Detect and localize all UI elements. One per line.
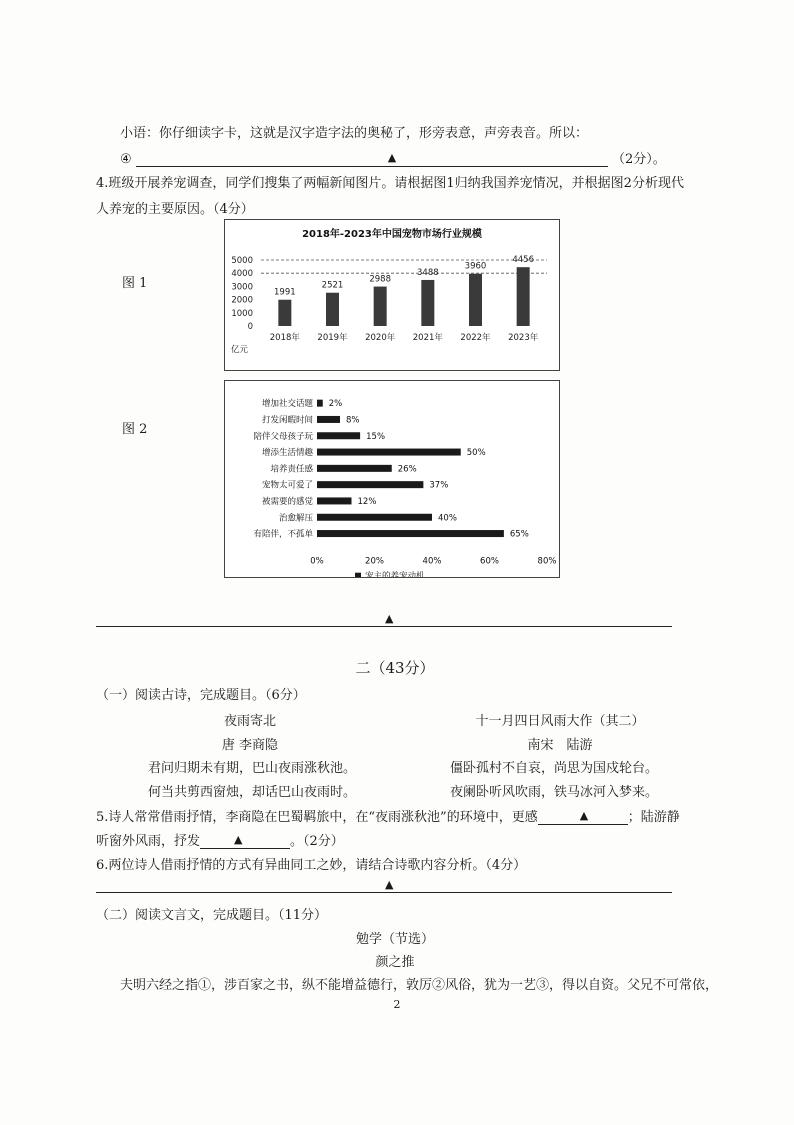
category-label: 陪伴父母孩子玩 — [253, 431, 313, 442]
value-label: 8% — [346, 415, 360, 426]
section2-heading: 二（43分） — [355, 659, 435, 677]
bar-治愈解压 — [317, 514, 432, 521]
y-tick-label: 3000 — [231, 282, 253, 293]
value-label: 26% — [397, 464, 417, 475]
poem2-line2: 夜阑卧听风吹雨，铁马冰河入梦来。 — [450, 785, 659, 800]
x-tick-label: 2023年 — [508, 333, 539, 343]
category-label: 增添生活情趣 — [261, 448, 313, 459]
q5-marker-1: ▲ — [579, 809, 589, 822]
bar-2018年 — [278, 300, 291, 326]
poem1-line1: 君问归期未有期，巴山夜雨涨秋池。 — [148, 761, 357, 776]
x-tick-label: 2020年 — [365, 333, 396, 343]
figure2-svg — [225, 381, 559, 577]
part1-heading: （一）阅读古诗，完成题目。（6分） — [96, 688, 306, 703]
bar-2019年 — [326, 293, 339, 326]
bar-陪伴父母孩子玩 — [317, 432, 360, 439]
bar-宠物太可爱了 — [317, 481, 423, 488]
q5-text-part1: 5.诗人常常借雨抒情，李商隐在巴蜀羁旅中，在“夜雨涨秋池”的环境中，更感 — [96, 810, 538, 825]
chart1-title: 2018年-2023年中国宠物市场行业规模 — [302, 229, 482, 240]
data-label: 2521 — [321, 280, 344, 291]
poem1-title: 夜雨寄北 — [223, 714, 276, 729]
legend-swatch — [355, 573, 361, 577]
bar-增加社交话题 — [317, 400, 323, 407]
figure2-chart — [224, 380, 560, 578]
q6-prompt: 6.两位诗人借雨抒情的方式有异曲同工之妙，请结合诗歌内容分析。（4分） — [96, 858, 527, 873]
divider-2 — [96, 892, 672, 893]
q5-blank-2[interactable] — [200, 834, 290, 849]
y-tick-label: 2000 — [231, 295, 253, 306]
x-tick-label: 2021年 — [412, 333, 443, 343]
y-tick-label: 1000 — [231, 308, 253, 319]
prose-author: 颜之推 — [375, 955, 415, 970]
data-label: 1991 — [274, 287, 296, 298]
x-tick-label: 2022年 — [460, 333, 491, 343]
prose-line1: 夫明六经之指①，涉百家之书，纵不能增益德行，敦厉②风俗，犹为一艺③，得以自资。父兄不可常依， — [120, 978, 719, 993]
y-tick-label: 4000 — [231, 269, 253, 280]
value-label: 2% — [328, 399, 343, 410]
bar-有陪伴，不孤单 — [317, 530, 504, 537]
bar-培养责任感 — [317, 465, 392, 472]
y-tick-label: 5000 — [231, 256, 253, 266]
answer-marker: ▲ — [387, 151, 397, 164]
value-label: 50% — [466, 448, 486, 459]
value-label: 37% — [429, 480, 449, 491]
data-label: 4456 — [512, 255, 534, 266]
data-label: 2988 — [369, 274, 391, 285]
bar-打发闲暇时间 — [317, 416, 340, 423]
category-label: 打发闲暇时间 — [261, 415, 313, 426]
unit-label: 亿元 — [231, 345, 249, 355]
q4-answer-marker: ▲ — [385, 612, 394, 625]
q5-marker-2: ▲ — [234, 833, 243, 846]
category-label: 有陪伴，不孤单 — [253, 529, 313, 540]
poem1-line2: 何当共剪西窗烛，却话巴山夜雨时。 — [148, 785, 357, 800]
x-tick-label: 2019年 — [317, 333, 348, 343]
category-label: 培养责任感 — [270, 464, 313, 475]
figure1-chart — [224, 219, 560, 371]
bar-2020年 — [374, 287, 387, 326]
q4-prompt-line1: 4.班级开展养宠调查，同学们搜集了两幅新闻图片。请根据图1归纳我国养宠情况，并根据图2分析现代 — [96, 176, 684, 191]
value-label: 12% — [357, 496, 377, 507]
category-label: 宠物太可爱了 — [261, 480, 313, 491]
x-tick-label: 2018年 — [269, 333, 300, 343]
q6-answer-marker: ▲ — [385, 878, 394, 891]
x-tick-label: 0% — [310, 556, 324, 567]
figure2-label: 图 2 — [122, 422, 148, 437]
y-tick-label: 0 — [247, 322, 253, 332]
bar-2022年 — [469, 274, 482, 326]
category-label: 治愈解压 — [278, 513, 313, 524]
q5-line2 — [96, 830, 344, 849]
divider-1 — [96, 626, 672, 627]
category-label: 增加社交话题 — [261, 399, 313, 410]
value-label: 65% — [509, 529, 529, 540]
data-label: 3488 — [417, 267, 439, 278]
x-tick-label: 80% — [537, 556, 557, 567]
value-label: 40% — [438, 513, 457, 524]
x-tick-label: 20% — [365, 556, 384, 567]
bar-2023年 — [517, 267, 530, 326]
x-tick-label: 40% — [422, 556, 442, 567]
q5-text-part2: ；陆游静 — [627, 810, 680, 825]
part2-heading: （二）阅读文言文，完成题目。（11分） — [96, 908, 328, 923]
legend-label: 宠主的养宠动机 — [365, 571, 425, 577]
value-label: 15% — [366, 431, 386, 442]
blank-number: ④ — [120, 152, 132, 167]
figure1-svg — [225, 220, 559, 370]
poem2-line1: 僵卧孤村不自哀，尚思为国戍轮台。 — [450, 761, 659, 776]
bar-2021年 — [421, 280, 434, 326]
q5-blank-1[interactable] — [538, 810, 628, 825]
bar-被需要的感觉 — [317, 497, 352, 504]
q4-prompt-line2: 人养宠的主要原因。（4分） — [96, 202, 254, 217]
answer-line-4 — [120, 148, 666, 167]
data-label: 3960 — [464, 261, 487, 272]
bar-增添生活情趣 — [317, 449, 461, 456]
answer-blank[interactable] — [136, 152, 608, 167]
category-label: 被需要的感觉 — [261, 496, 313, 507]
poem2-author: 南宋 陆游 — [527, 738, 593, 753]
q5-text-part3: 听窗外风雨，抒发 — [96, 834, 201, 849]
x-tick-label: 60% — [480, 556, 499, 567]
poem1-author: 唐 李商隐 — [221, 738, 279, 753]
figure1-label: 图 1 — [122, 276, 148, 291]
score: （2分）。 — [611, 152, 666, 167]
prose-title: 勉学（节选） — [355, 932, 434, 947]
poem2-title: 十一月四日风雨大作（其二） — [475, 714, 645, 729]
page-number: 2 — [393, 998, 401, 1011]
q5-line1 — [96, 806, 680, 825]
q3-summary: 小语：你仔细读字卡，这就是汉字造字法的奥秘了，形旁表意，声旁表音。所以： — [120, 126, 589, 141]
q5-text-part4: 。（2分） — [290, 834, 344, 849]
